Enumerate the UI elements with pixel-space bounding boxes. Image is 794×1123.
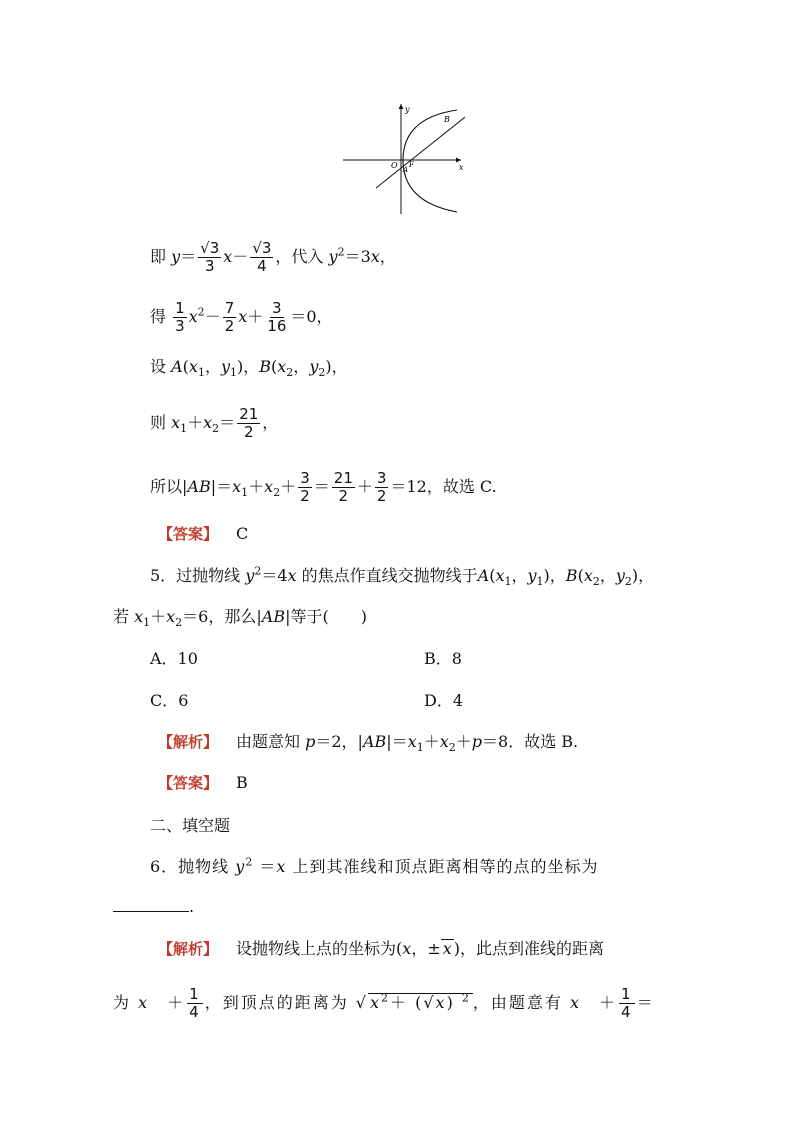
text: 设抛物线上点的坐标为 — [236, 939, 397, 958]
label-x: x — [459, 163, 464, 172]
text: 等于( ) — [290, 607, 367, 626]
text: 5．过抛物线 — [150, 566, 246, 585]
x-axis-arrow — [456, 158, 461, 163]
parabola-figure — [335, 98, 465, 216]
option-b: B．8 — [424, 649, 462, 668]
text: ，此点到准线的距离 — [460, 939, 605, 958]
text: 6．抛物线 — [150, 857, 236, 876]
label-f: F — [409, 161, 414, 169]
text: . — [189, 897, 195, 916]
solution-line-2: 得 $\frac{1}{3}$ $x^2-$ $\frac{7}{2}$ x＋ $\frac{3}{16}$ ＝0， — [150, 299, 333, 335]
solution-line-4: 则 $x_1+x_2=$ $\frac{21}{2}$ ， — [150, 405, 279, 441]
chord-line — [376, 102, 465, 188]
text: ，代入 — [275, 247, 329, 266]
answer-line-5 — [158, 772, 248, 794]
analysis-line-6-1: 【解析】 设抛物线上点的坐标为(x，± x )，此点到准线的距离 — [158, 939, 605, 958]
answer-value: B — [236, 773, 248, 792]
question-6-line-2 — [113, 895, 194, 918]
answer-line-4 — [158, 523, 248, 545]
label-b: B — [444, 115, 450, 124]
text: ＝0， — [290, 307, 333, 326]
text: ，由题意有 — [472, 993, 570, 1012]
option-a: A．10 — [150, 649, 198, 668]
answer-tag: 【答案】 — [158, 525, 219, 543]
question-5-line-2: 若 $x_1+x_2=6$，那么|AB|等于( ) — [113, 607, 367, 630]
option-c: C．6 — [150, 691, 189, 710]
y-axis-arrow — [399, 104, 404, 109]
analysis-tag: 【解析】 — [158, 940, 219, 958]
section-heading: 二、填空题 — [150, 816, 231, 835]
analysis-tag: 【解析】 — [158, 733, 219, 751]
text: ， — [331, 357, 348, 376]
analysis-line-5: 【解析】 由题意知 p＝2，$|AB|=x_1+x_2+p=8$．故选 B. — [158, 732, 579, 755]
text: 所以 — [150, 477, 183, 496]
label-a: A — [403, 166, 409, 174]
text: 得 — [150, 307, 172, 326]
label-y: y — [405, 105, 410, 114]
text: 的焦点作直线交抛物线于 — [296, 566, 478, 585]
question-5-line-1: 5．过抛物线 $y^2=4x$ 的焦点作直线交抛物线于$A(x_1$，$y_1$)，$B(x_2$，$y_2$)， — [150, 564, 655, 589]
option-d: D．4 — [424, 691, 464, 710]
answer-value: C — [236, 524, 249, 543]
answer-blank — [113, 895, 189, 912]
text: ，故选 C. — [426, 477, 497, 496]
text: ，那么 — [208, 607, 257, 626]
solution-line-3: 设 $A(x_1$，$y_1$)，$B(x_2$，$y_2$)， — [150, 357, 348, 380]
text: ，到顶点的距离为 — [204, 993, 356, 1012]
label-o: O — [391, 161, 398, 170]
text: 为 — [113, 993, 139, 1012]
text: ， — [379, 247, 396, 266]
text: ＝ — [636, 993, 655, 1012]
analysis-line-6-2: 为 x ＋ $\frac{1}{4}$ ，到顶点的距离为 √ $x^2+ (√x)$ $^2$ ，由题意有 x ＋ $\frac{1}{4}$ ＝ — [113, 985, 655, 1021]
text: 则 — [150, 413, 172, 432]
solution-line-1: 即 y＝ $\frac{√3}{3}$ x－ $\frac{√3}{4}$ ，代入 $y^2=3x$， — [150, 239, 396, 275]
text: 由题意知 — [236, 732, 306, 751]
solution-line-5: 所以$|AB|=x_1+x_2+$ $\frac{3}{2}$ ＝ $\frac{21}{2}$ ＋ $\frac{3}{2}$ ＝12，故选 C. — [150, 469, 497, 505]
text: ．故选 B. — [508, 732, 579, 751]
text: 若 — [113, 607, 135, 626]
answer-tag: 【答案】 — [158, 774, 219, 792]
text: 上到其准线和顶点距离相等的点的坐标为 — [286, 857, 599, 876]
question-6-line-1: 6．抛物线 $y^2 =x$ 上到其准线和顶点距离相等的点的坐标为 — [150, 855, 599, 876]
text: 即 — [150, 247, 172, 266]
text: 设 — [150, 357, 172, 376]
